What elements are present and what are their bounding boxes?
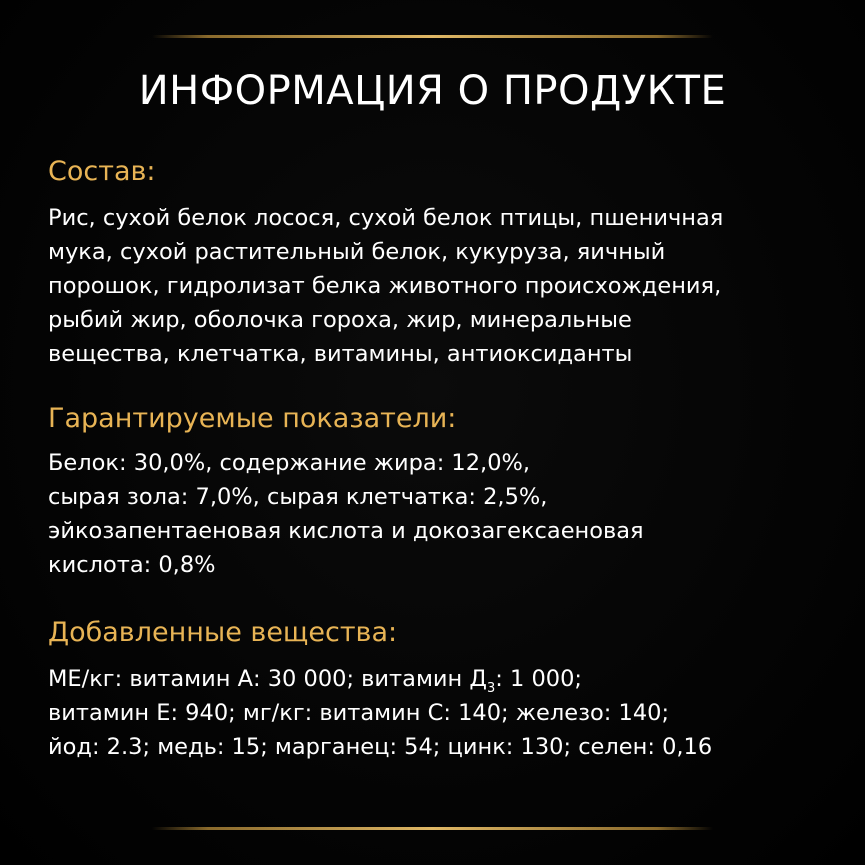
composition-section [48, 155, 838, 371]
additives-heading: Добавленные вещества: [48, 617, 398, 648]
composition-line: мука, сухой растительный белок, кукуруза, яичный [48, 239, 666, 265]
composition-line: Рис, сухой белок лосося, сухой белок птицы, пшеничная [48, 205, 724, 231]
additives-line1-before: МЕ/кг: витамин А: 30 000; витамин Д [48, 666, 487, 692]
composition-heading: Состав: [48, 156, 156, 187]
composition-line: порошок, гидролизат белка животного происхождения, [48, 273, 722, 299]
guaranteed-line: сырая зола: 7,0%, сырая клетчатка: 2,5%, [48, 484, 548, 510]
vitamin-d-subscript: 3 [487, 681, 496, 696]
guaranteed-line: кислота: 0,8% [48, 552, 216, 578]
additives-line: витамин Е: 940; мг/кг: витамин С: 140; железо: 140; [48, 700, 670, 726]
additives-line1-after: : 1 000; [495, 666, 583, 692]
additives-section [48, 616, 838, 764]
guaranteed-text [48, 446, 838, 582]
guaranteed-line: эйкозапентаеновая кислота и докозагексаеновая [48, 518, 644, 544]
additives-line: йод: 2.3; медь: 15; марганец: 54; цинк: 130; селен: 0,16 [48, 734, 713, 760]
additives-line [48, 662, 838, 696]
composition-text [48, 201, 838, 371]
additives-text [48, 662, 838, 764]
page-title: ИНФОРМАЦИЯ О ПРОДУКТЕ [138, 68, 727, 114]
guaranteed-line: Белок: 30,0%, содержание жира: 12,0%, [48, 450, 531, 476]
composition-line: вещества, клетчатка, витамины, антиоксиданты [48, 341, 633, 367]
bottom-gold-divider [152, 827, 713, 830]
guaranteed-analysis-section [48, 402, 838, 582]
composition-line: рыбий жир, оболочка гороха, жир, минеральные [48, 307, 632, 333]
top-gold-divider [152, 35, 713, 38]
guaranteed-heading: Гарантируемые показатели: [48, 403, 457, 434]
